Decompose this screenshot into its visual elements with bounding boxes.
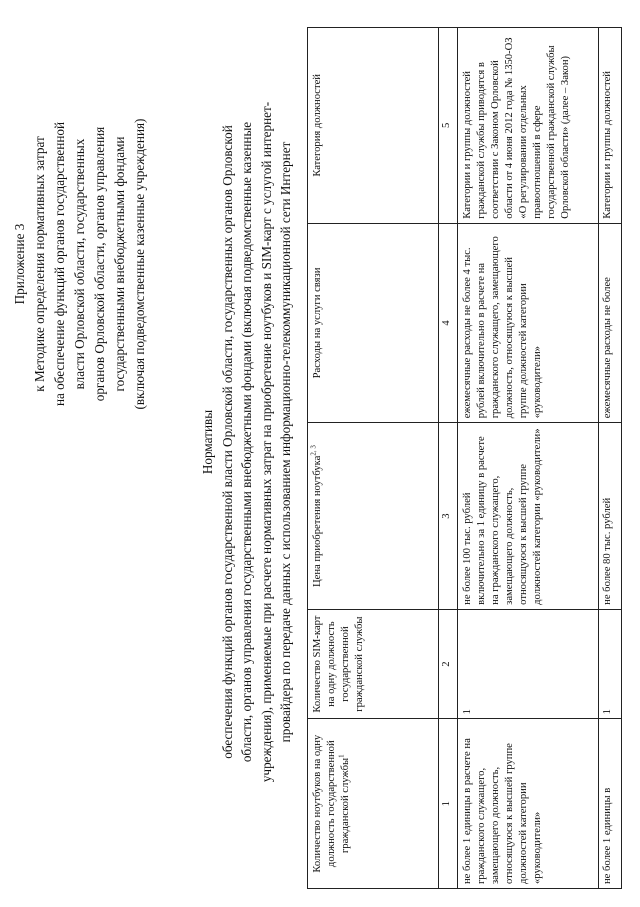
table-cell: Категории и группы должностей гражданской службы приводятся в соответствии с Законом Орловской области от 4 июня 2012 года № 1350-ОЗ «О регулировании отдельных правоотношений в сфере государственной гражданской службы Орловской области» (далее – Закон) xyxy=(458,28,599,224)
norms-table xyxy=(307,27,622,889)
title-line: Нормативы xyxy=(200,409,215,475)
table-cell: не более 80 тыс. рублей xyxy=(599,423,622,610)
table-cell: 1 xyxy=(458,609,599,719)
appendix-line: Приложение 3 xyxy=(12,223,27,305)
header-cell: Расходы на услуги связи xyxy=(308,223,439,423)
appendix-line: к Методике определения нормативных затрат xyxy=(32,136,47,392)
appendix-line: (включая подведомственные казенные учреждения) xyxy=(132,118,147,410)
header-cell: Категория должностей xyxy=(308,28,439,224)
title-line: провайдера по передаче данных с использованием информационно-телекоммуникационной сети Интернет xyxy=(278,141,294,743)
appendix-line: государственными внебюджетными фондами xyxy=(112,136,127,392)
table-row xyxy=(599,28,622,889)
document-title xyxy=(198,97,296,787)
appendix-line: власти Орловской области, государственных xyxy=(72,138,87,390)
table-cell: ежемесячные расходы не более 4 тыс. рублей включительно в расчете на гражданского служащего, замещающего должность, относящуюся к высшей группе должностей категории «руководители» xyxy=(458,223,599,423)
column-number-row xyxy=(439,28,458,889)
table-cell: 1 xyxy=(599,609,622,719)
column-number: 1 xyxy=(439,719,458,889)
appendix-line: органов Орловской области, органов управления xyxy=(92,126,107,402)
title-line: обеспечения функций органов государственной власти Орловской области, государственных органов Орловской xyxy=(219,125,235,759)
table-cell: не более 100 тыс. рублей включительно за 1 единицу в расчете на гражданского служащего, замещающего должность, относящуюся к высшей группе должностей категории «руководители» xyxy=(458,423,599,610)
table-header-row xyxy=(308,28,439,889)
column-number: 4 xyxy=(439,223,458,423)
table-row xyxy=(458,28,599,889)
column-number: 2 xyxy=(439,609,458,719)
header-cell: Количество SIM-карт на одну должность государственной гражданской службы xyxy=(308,609,439,719)
table-cell: ежемесячные расходы не более xyxy=(599,223,622,423)
column-number: 5 xyxy=(439,28,458,224)
table-cell: не более 1 единицы в xyxy=(599,719,622,889)
column-number: 3 xyxy=(439,423,458,610)
appendix-reference xyxy=(10,109,150,419)
header-cell: Количество ноутбуков на одну должность государственной гражданской службы$^1$ xyxy=(308,719,439,889)
title-line: учреждения), применяемые при расчете нормативных затрат на приобретение ноутбуков и SIM-карт с услугой интернет- xyxy=(258,101,274,783)
table-cell: не более 1 единицы в расчете на гражданского служащего, замещающего должность, относящуюся к высшей группе должностей категории «руководители» xyxy=(458,719,599,889)
appendix-line: на обеспечение функций органов государственной xyxy=(52,121,67,407)
header-cell: Цена приобретения ноутбука$^{2, 3}$ xyxy=(308,423,439,610)
title-line: области, органов управления государственными внебюджетными фондами (включая подведомственные казенные xyxy=(239,121,255,763)
table-cell: Категории и группы должностей xyxy=(599,28,622,224)
